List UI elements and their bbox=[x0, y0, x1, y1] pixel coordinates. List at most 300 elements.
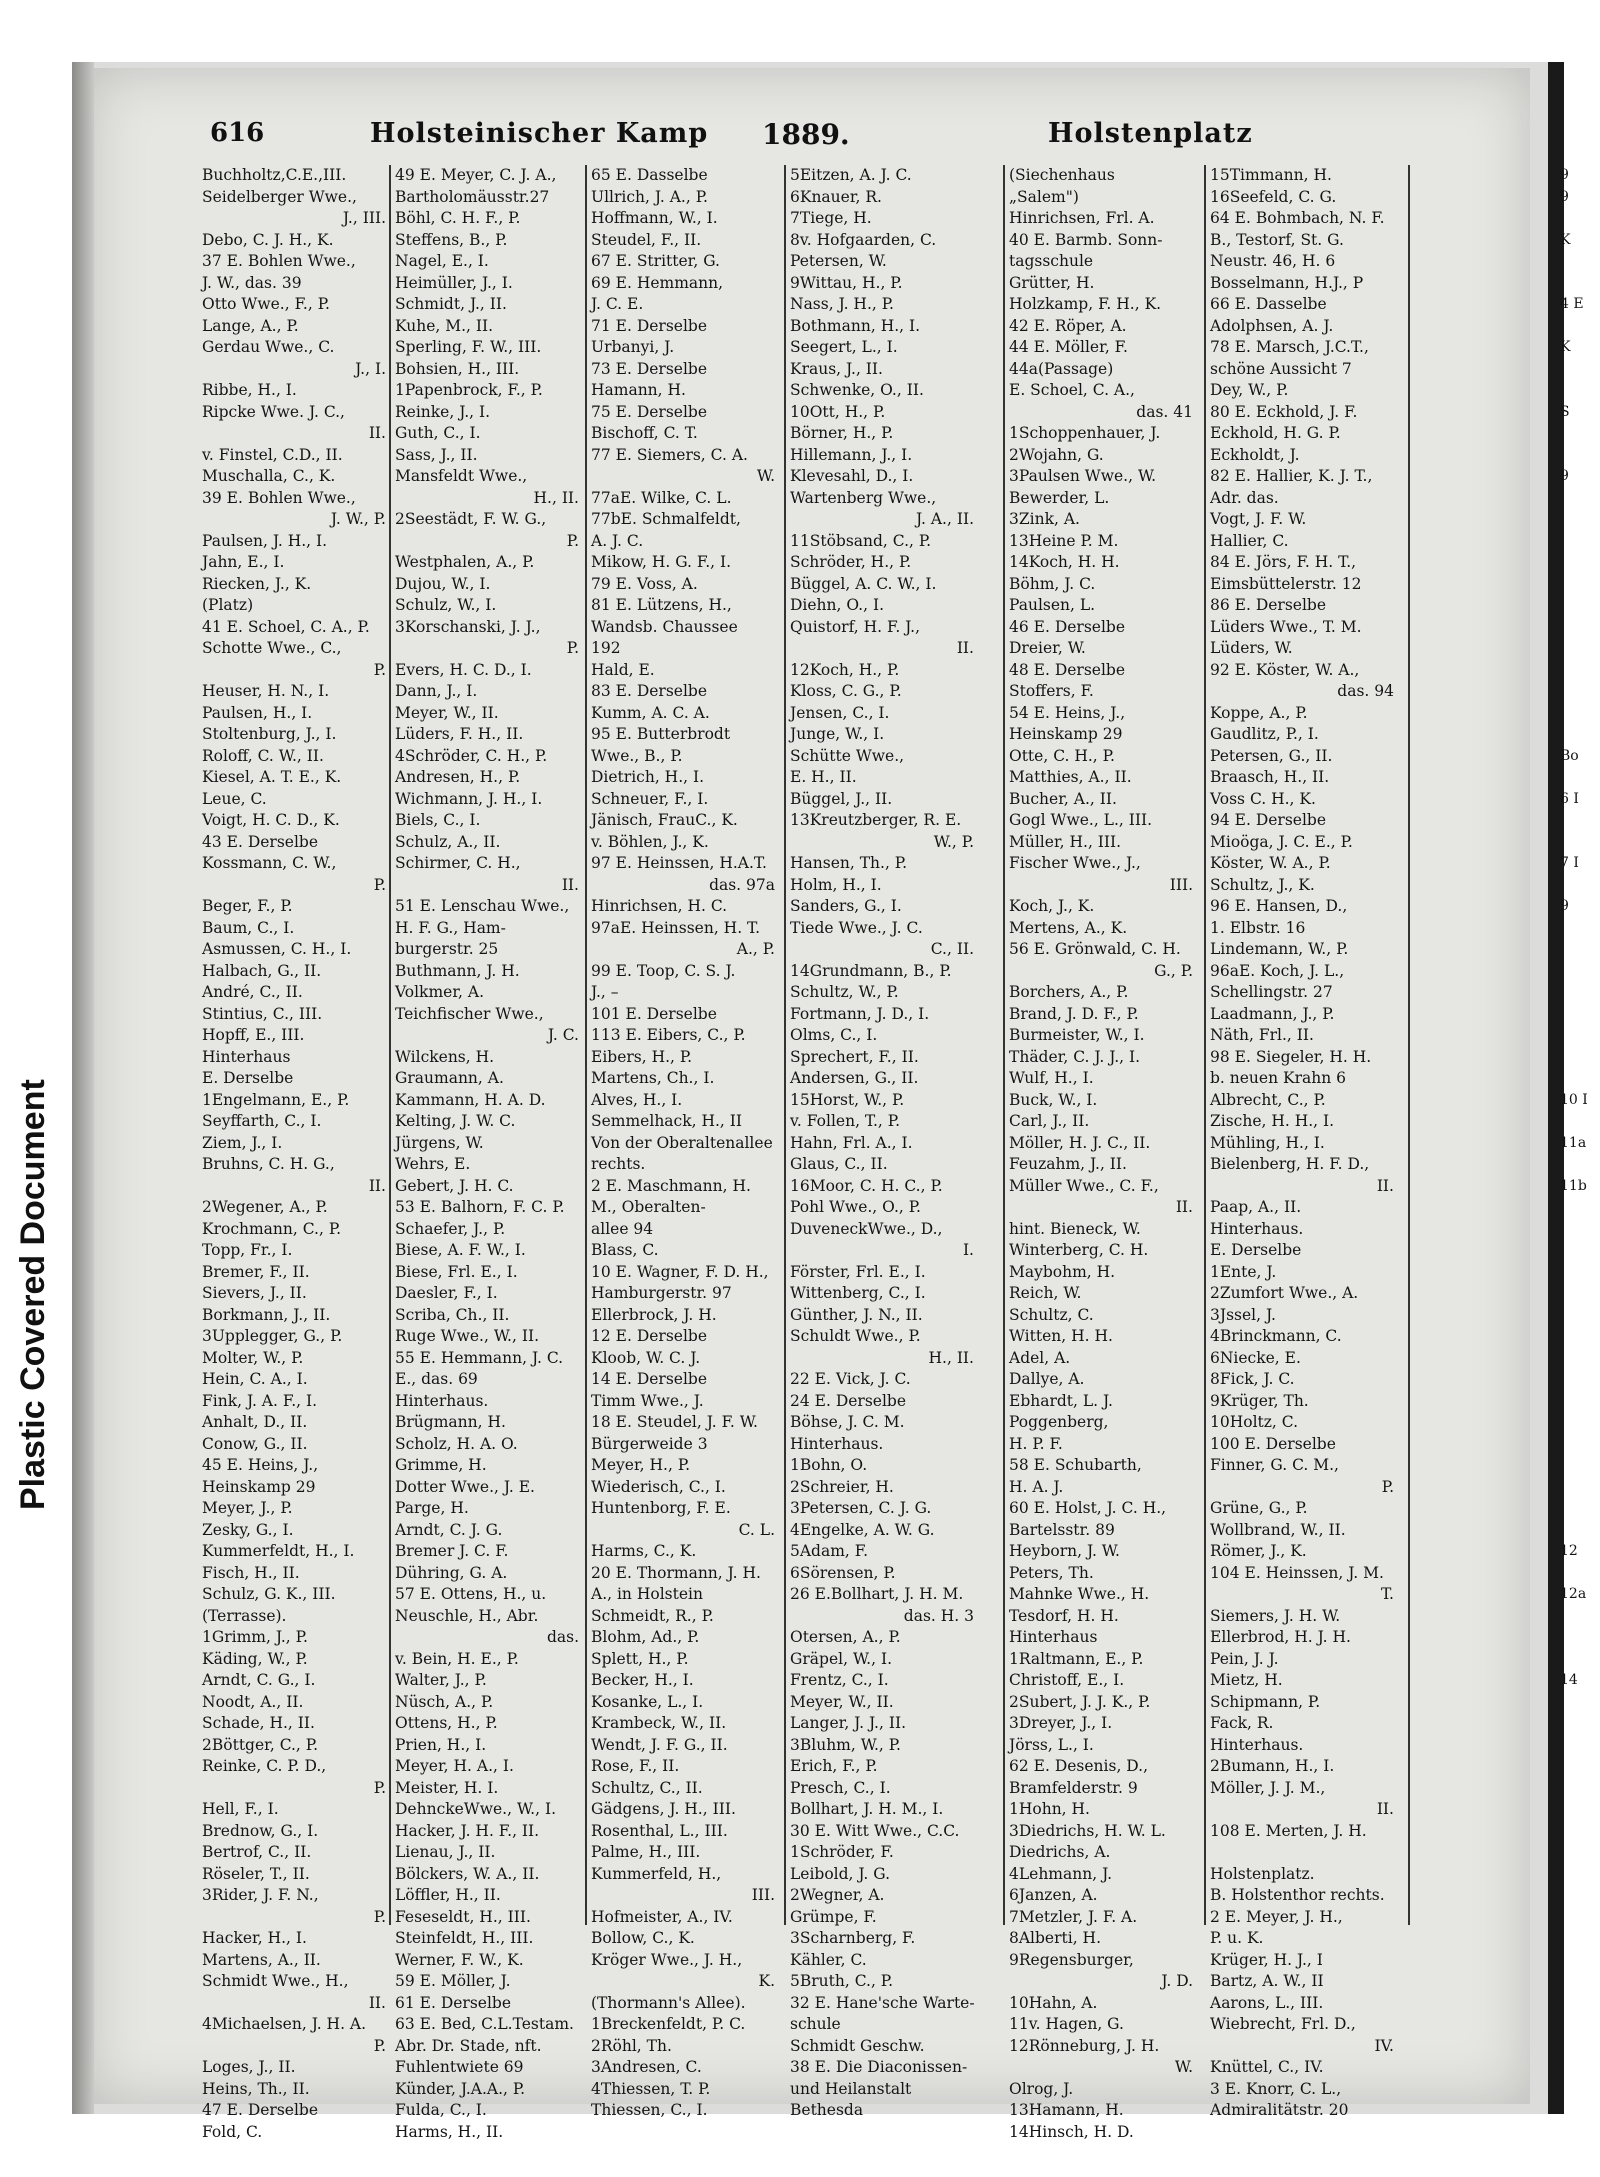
directory-entry: A. J. C. bbox=[591, 531, 644, 550]
directory-entry: André, C., II. bbox=[202, 983, 303, 1001]
directory-entry: (Platz) bbox=[202, 596, 254, 614]
directory-entry: 1Hohn, H. bbox=[1009, 1800, 1090, 1818]
page-binding bbox=[72, 62, 94, 2114]
directory-entry: 24 E. Derselbe bbox=[790, 1391, 907, 1410]
directory-entry: Bollhart, J. H. M., I. bbox=[790, 1800, 944, 1818]
directory-entry: P. bbox=[373, 660, 386, 679]
directory-entry: Diehn, O., I. bbox=[790, 596, 885, 614]
directory-entry: 104 E. Heinssen, J. M. bbox=[1210, 1563, 1384, 1582]
directory-entry: 2 E. Maschmann, H. bbox=[591, 1176, 751, 1195]
directory-entry: Günther, J. N., II. bbox=[790, 1305, 923, 1324]
directory-entry: Volkmer, A. bbox=[395, 983, 485, 1001]
directory-entry: 77bE. Schmalfeldt, bbox=[591, 510, 741, 528]
directory-entry: (Thormann's Allee). bbox=[591, 1993, 746, 2012]
directory-entry: Buck, W., I. bbox=[1009, 1090, 1098, 1109]
directory-entry: W., P. bbox=[933, 832, 974, 851]
directory-entry: 12 E. Derselbe bbox=[591, 1327, 708, 1345]
directory-entry: Semmelhack, H., II bbox=[591, 1112, 743, 1130]
cutoff-adjacent-page bbox=[1560, 165, 1600, 1925]
directory-entry: Holm, H., I. bbox=[790, 875, 882, 894]
directory-entry: Adel, A. bbox=[1009, 1348, 1071, 1367]
directory-entry: Hacker, J. H. F., II. bbox=[395, 1821, 540, 1840]
cutoff-text bbox=[1560, 638, 1600, 660]
cutoff-text bbox=[1560, 1477, 1600, 1499]
directory-entry: Förster, Frl. E., I. bbox=[790, 1262, 926, 1281]
directory-entry: Mietz, H. bbox=[1210, 1671, 1283, 1689]
directory-entry: P. bbox=[1381, 1477, 1394, 1496]
directory-entry: Voigt, H. C. D., K. bbox=[202, 811, 340, 829]
directory-entry: Aarons, L., III. bbox=[1210, 1993, 1324, 2012]
directory-entry: Hopff, E., III. bbox=[202, 1026, 305, 1044]
directory-entry: Hald, E. bbox=[591, 660, 655, 679]
directory-entry: 7Tiege, H. bbox=[790, 209, 872, 227]
directory-entry: tagsschule bbox=[1009, 252, 1094, 270]
directory-entry: Dotter Wwe., J. E. bbox=[395, 1477, 535, 1496]
directory-entry: 2 E. Meyer, J. H., bbox=[1210, 1907, 1343, 1926]
directory-entry: J. A., II. bbox=[915, 510, 974, 528]
directory-entry: Huntenborg, F. E. bbox=[591, 1499, 731, 1517]
directory-entry: Westphalen, A., P. bbox=[395, 553, 535, 571]
cutoff-text bbox=[1560, 681, 1600, 703]
directory-entry: 7Metzler, J. F. A. bbox=[1009, 1907, 1138, 1926]
cutoff-text bbox=[1560, 1369, 1600, 1391]
cutoff-text bbox=[1560, 273, 1600, 295]
directory-entry: Heuser, H. N., I. bbox=[202, 682, 330, 700]
cutoff-text bbox=[1560, 1068, 1600, 1090]
directory-entry: Bosselmann, H.J., P bbox=[1210, 273, 1364, 292]
directory-entry: 2Wojahn, G. bbox=[1009, 445, 1104, 464]
directory-entry: Schultz, C., II. bbox=[591, 1778, 703, 1797]
directory-entry: Kröger Wwe., J. H., bbox=[591, 1950, 743, 1969]
directory-entry: 1Schoppenhauer, J. bbox=[1009, 424, 1161, 442]
directory-entry: 3Rider, J. F. N., bbox=[202, 1886, 319, 1904]
cutoff-text bbox=[1560, 1563, 1600, 1585]
directory-entry: 40 E. Barmb. Sonn- bbox=[1009, 230, 1163, 249]
directory-entry: Künder, J.A.A., P. bbox=[395, 2079, 526, 2098]
directory-entry: Pohl Wwe., O., P. bbox=[790, 1198, 921, 1216]
directory-entry: II. bbox=[956, 639, 974, 657]
directory-entry: DehnckeWwe., W., I. bbox=[395, 1800, 557, 1818]
directory-entry: das. bbox=[546, 1628, 579, 1646]
directory-entry: Lange, A., P. bbox=[202, 316, 299, 335]
side-label: Plastic Covered Document bbox=[14, 1079, 52, 1510]
directory-entry: IV. bbox=[1374, 2036, 1394, 2055]
directory-entry: Hinrichsen, H. C. bbox=[591, 897, 728, 915]
directory-entry: Böhm, J. C. bbox=[1009, 574, 1096, 593]
directory-entry: A., P. bbox=[736, 940, 775, 958]
directory-entry: P. bbox=[566, 531, 579, 550]
directory-entry: Tesdorf, H. H. bbox=[1009, 1606, 1119, 1625]
directory-entry: Müller, H., III. bbox=[1009, 832, 1122, 851]
directory-entry: Paulsen, L. bbox=[1009, 596, 1096, 614]
directory-entry: Sievers, J., II. bbox=[202, 1284, 307, 1302]
directory-entry: Lüders, F. H., II. bbox=[395, 725, 524, 743]
directory-entry: Jürgens, W. bbox=[395, 1133, 484, 1152]
directory-entry: Wartenberg Wwe., bbox=[790, 488, 937, 507]
cutoff-text bbox=[1560, 531, 1600, 553]
cutoff-text: 11b bbox=[1560, 1177, 1587, 1194]
cutoff-text bbox=[1560, 595, 1600, 617]
directory-entry: 2Schreier, H. bbox=[790, 1477, 894, 1496]
directory-entry: Muschalla, C., K. bbox=[202, 467, 336, 485]
directory-entry: das. 41 bbox=[1136, 402, 1193, 421]
directory-entry: H. A. J. bbox=[1009, 1477, 1064, 1496]
directory-entry: Schultz, J., K. bbox=[1210, 875, 1315, 894]
cutoff-text bbox=[1560, 251, 1600, 273]
directory-entry: 77 E. Siemers, C. A. bbox=[591, 445, 748, 464]
directory-entry: Dann, J., I. bbox=[395, 682, 478, 700]
directory-entry: Schmidt Wwe., H., bbox=[202, 1972, 349, 1990]
directory-entry: Wichmann, J. H., I. bbox=[395, 789, 543, 808]
directory-entry: 57 E. Ottens, H., u. bbox=[395, 1585, 547, 1603]
directory-entry: Urbanyi, J. bbox=[591, 338, 675, 356]
directory-entry: III. bbox=[1169, 875, 1193, 894]
directory-entry: 15Horst, W., P. bbox=[790, 1090, 905, 1109]
directory-entry: Reinke, C. P. D., bbox=[202, 1757, 327, 1775]
directory-entry: Parge, H. bbox=[395, 1499, 469, 1517]
directory-entry: H. P. F. bbox=[1009, 1434, 1063, 1453]
directory-column-4 bbox=[790, 165, 975, 2119]
directory-entry: Bartholomäusstr.27 bbox=[395, 187, 550, 206]
directory-entry: Lüders Wwe., T. M. bbox=[1210, 617, 1362, 636]
cutoff-text bbox=[1560, 1219, 1600, 1241]
directory-entry: 5Eitzen, A. J. C. bbox=[790, 166, 912, 184]
directory-column-2 bbox=[395, 165, 579, 2141]
directory-entry: I. bbox=[962, 1241, 974, 1259]
directory-entry: (Siechenhaus bbox=[1009, 166, 1115, 184]
cutoff-text bbox=[1560, 810, 1600, 832]
directory-entry: 30 E. Witt Wwe., C.C. bbox=[790, 1821, 960, 1840]
directory-entry: 67 E. Stritter, G. bbox=[591, 252, 720, 270]
directory-entry: Bothmann, H., I. bbox=[790, 316, 921, 335]
directory-entry: 1. Elbstr. 16 bbox=[1210, 918, 1306, 937]
directory-entry: 6Knauer, R. bbox=[790, 187, 882, 206]
directory-entry: Fischer Wwe., J., bbox=[1009, 854, 1141, 872]
directory-entry: 101 E. Derselbe bbox=[591, 1004, 717, 1023]
directory-entry: Martens, A., II. bbox=[202, 1950, 321, 1969]
directory-entry: Klevesahl, D., I. bbox=[790, 467, 914, 485]
cutoff-text: K bbox=[1560, 231, 1571, 248]
directory-entry: Otersen, A., P. bbox=[790, 1628, 901, 1646]
directory-entry: 3Scharnberg, F. bbox=[790, 1929, 916, 1947]
cutoff-text bbox=[1560, 574, 1600, 596]
directory-entry: Löffler, H., II. bbox=[395, 1886, 501, 1904]
directory-entry: Kummerfeldt, H., I. bbox=[202, 1542, 355, 1560]
directory-entry: Schmidt, J., II. bbox=[395, 295, 507, 313]
directory-entry: Seidelberger Wwe., bbox=[202, 187, 357, 206]
directory-entry: W. bbox=[1174, 2058, 1193, 2076]
directory-entry: 3Paulsen Wwe., W. bbox=[1009, 467, 1157, 485]
directory-entry: Heimüller, J., I. bbox=[395, 273, 513, 292]
directory-entry: Fisch, H., II. bbox=[202, 1563, 300, 1582]
directory-entry: E. Derselbe bbox=[1210, 1241, 1302, 1259]
directory-entry: 73 E. Derselbe bbox=[591, 359, 708, 378]
directory-entry: v. Follen, T., P. bbox=[790, 1112, 900, 1130]
directory-entry: 3Dreyer, J., I. bbox=[1009, 1714, 1113, 1732]
directory-entry: Bertrof, C., II. bbox=[202, 1843, 312, 1861]
directory-entry: Seegert, L., I. bbox=[790, 338, 898, 356]
directory-entry: burgerstr. 25 bbox=[395, 940, 499, 958]
directory-entry: 94 E. Derselbe bbox=[1210, 811, 1327, 829]
directory-entry: Roloff, C. W., II. bbox=[202, 746, 324, 765]
directory-entry: 92 E. Köster, W. A., bbox=[1210, 660, 1360, 679]
directory-entry: Ebhardt, L. J. bbox=[1009, 1391, 1113, 1410]
directory-entry: Voss C. H., K. bbox=[1210, 789, 1316, 808]
directory-entry: Mertens, A., K. bbox=[1009, 918, 1128, 937]
directory-entry: Borchers, A., P. bbox=[1009, 983, 1129, 1001]
directory-entry: b. neuen Krahn 6 bbox=[1210, 1069, 1346, 1087]
directory-entry: 3Zink, A. bbox=[1009, 510, 1080, 528]
directory-entry: Hoffmann, W., I. bbox=[591, 209, 718, 227]
directory-entry: Heinskamp 29 bbox=[1009, 725, 1123, 743]
directory-entry: Ripcke Wwe. J. C., bbox=[202, 402, 345, 421]
directory-entry: Bruhns, C. H. G., bbox=[202, 1155, 335, 1173]
directory-entry: Zesky, G., I. bbox=[202, 1520, 294, 1539]
directory-entry: Kossmann, C. W., bbox=[202, 854, 337, 872]
cutoff-text bbox=[1560, 1111, 1600, 1133]
directory-entry: Kammann, H. A. D. bbox=[395, 1090, 546, 1109]
directory-entry: Dietrich, H., I. bbox=[591, 768, 705, 786]
directory-entry: Hinterhaus. bbox=[1210, 1735, 1304, 1754]
directory-entry: P. bbox=[373, 1907, 386, 1926]
directory-entry: Finner, G. C. M., bbox=[1210, 1456, 1339, 1474]
directory-entry: Lienau, J., II. bbox=[395, 1843, 496, 1861]
column-divider bbox=[784, 165, 786, 1925]
directory-entry: 41 E. Schoel, C. A., P. bbox=[202, 617, 370, 636]
directory-entry: Admiralitätstr. 20 bbox=[1210, 2101, 1349, 2119]
directory-entry: Buthmann, J. H. bbox=[395, 961, 520, 980]
directory-entry: Koppe, A., P. bbox=[1210, 703, 1308, 722]
directory-entry: 51 E. Lenschau Wwe., bbox=[395, 897, 570, 915]
directory-entry: Schulz, A., II. bbox=[395, 832, 501, 851]
directory-entry: das. 94 bbox=[1337, 682, 1394, 700]
directory-entry: W. bbox=[756, 467, 775, 485]
directory-entry: Graumann, A. bbox=[395, 1069, 504, 1087]
directory-entry: Röseler, T., II. bbox=[202, 1864, 310, 1883]
directory-entry: Wittenberg, C., I. bbox=[790, 1284, 926, 1302]
directory-entry: Möller, J. J. M., bbox=[1210, 1778, 1326, 1797]
cutoff-text bbox=[1560, 1197, 1600, 1219]
directory-entry: 75 E. Derselbe bbox=[591, 402, 708, 421]
directory-entry: 99 E. Toop, C. S. J. bbox=[591, 961, 736, 980]
cutoff-text bbox=[1560, 1649, 1600, 1671]
cutoff-text: 9 bbox=[1560, 898, 1569, 914]
cutoff-text bbox=[1560, 617, 1600, 639]
directory-entry: Hinterhaus bbox=[202, 1047, 291, 1066]
directory-entry: Schultz, W., P. bbox=[790, 983, 899, 1001]
directory-entry: 9Wittau, H., P. bbox=[790, 273, 903, 292]
directory-entry: Evers, H. C. D., I. bbox=[395, 660, 532, 679]
directory-entry: 44a(Passage) bbox=[1009, 359, 1114, 378]
directory-entry: J. C. E. bbox=[591, 295, 644, 313]
directory-entry: 71 E. Derselbe bbox=[591, 316, 708, 335]
directory-entry: Biels, C., I. bbox=[395, 811, 481, 829]
directory-entry: 1Breckenfeldt, P. C. bbox=[591, 2015, 746, 2033]
directory-entry: Molter, W., P. bbox=[202, 1348, 304, 1367]
directory-entry: 15Timmann, H. bbox=[1210, 166, 1332, 184]
directory-entry: Arndt, C. J. G. bbox=[395, 1520, 503, 1539]
directory-entry: 16Moor, C. H. C., P. bbox=[790, 1176, 943, 1195]
directory-entry: Mikow, H. G. F., I. bbox=[591, 553, 732, 571]
directory-entry: Schwenke, O., II. bbox=[790, 381, 924, 399]
directory-entry: 44 E. Möller, F. bbox=[1009, 338, 1128, 356]
cutoff-text bbox=[1560, 832, 1600, 854]
directory-entry: 18 E. Steudel, J. F. W. bbox=[591, 1413, 758, 1431]
directory-entry: Brügmann, H. bbox=[395, 1413, 506, 1431]
directory-entry: 37 E. Bohlen Wwe., bbox=[202, 252, 356, 270]
directory-entry: Buchholtz,C.E.,III. bbox=[202, 166, 347, 184]
directory-entry: 6Niecke, E. bbox=[1210, 1348, 1301, 1367]
directory-entry: P. u. K. bbox=[1210, 1929, 1264, 1947]
directory-entry: 55 E. Hemmann, J. C. bbox=[395, 1348, 564, 1367]
directory-entry: Sass, J., II. bbox=[395, 445, 478, 464]
directory-entry: II. bbox=[561, 875, 579, 894]
directory-entry: Wehrs, E. bbox=[395, 1155, 471, 1173]
cutoff-text bbox=[1560, 552, 1600, 574]
directory-entry: 3Korschanski, J. J., bbox=[395, 617, 541, 636]
directory-entry: J. C. bbox=[547, 1026, 579, 1044]
directory-entry: 98 E. Siegeler, H. H. bbox=[1210, 1047, 1372, 1066]
cutoff-text bbox=[1560, 316, 1600, 338]
directory-entry: Petersen, W. bbox=[790, 252, 887, 270]
directory-entry: 13Hamann, H. bbox=[1009, 2101, 1124, 2119]
cutoff-text: 6 I bbox=[1560, 790, 1579, 807]
directory-entry: J., I. bbox=[355, 359, 386, 378]
directory-entry: und Heilanstalt bbox=[790, 2079, 912, 2098]
directory-entry: Ruge Wwe., W., II. bbox=[395, 1327, 540, 1345]
directory-entry: 3Diedrichs, H. W. L. bbox=[1009, 1821, 1166, 1840]
directory-entry: Von der Oberaltenallee bbox=[591, 1133, 773, 1152]
cutoff-text bbox=[1560, 918, 1600, 940]
directory-entry: Langer, J. J., II. bbox=[790, 1714, 907, 1732]
directory-entry: Meyer, J., P. bbox=[202, 1499, 293, 1517]
directory-entry: Schuldt Wwe., P. bbox=[790, 1327, 921, 1345]
directory-entry: 5Bruth, C., P. bbox=[790, 1972, 894, 1990]
directory-entry: Wandsb. Chaussee bbox=[591, 617, 738, 636]
directory-entry: Poggenberg, bbox=[1009, 1413, 1109, 1431]
directory-entry: 45 E. Heins, J., bbox=[202, 1456, 319, 1474]
cutoff-text bbox=[1560, 1434, 1600, 1456]
directory-entry: 46 E. Derselbe bbox=[1009, 617, 1126, 636]
cutoff-text bbox=[1560, 1004, 1600, 1026]
cutoff-text: 12 bbox=[1560, 1543, 1578, 1559]
directory-entry: Schmidt Geschw. bbox=[790, 2036, 925, 2055]
directory-entry: Hamburgerstr. 97 bbox=[591, 1284, 732, 1302]
directory-entry: Köster, W. A., P. bbox=[1210, 854, 1331, 872]
directory-entry: 10Hahn, A. bbox=[1009, 1993, 1098, 2012]
cutoff-text bbox=[1560, 1025, 1600, 1047]
cutoff-text bbox=[1560, 982, 1600, 1004]
directory-entry: J., III. bbox=[342, 209, 386, 227]
directory-entry: Glaus, C., II. bbox=[790, 1155, 888, 1173]
directory-entry: Hofmeister, A., IV. bbox=[591, 1907, 733, 1926]
directory-entry: Eckholdt, J. bbox=[1210, 445, 1300, 464]
directory-entry: 63 E. Bed, C.L.Testam. bbox=[395, 2015, 574, 2033]
directory-entry: 97 E. Heinssen, H.A.T. bbox=[591, 854, 767, 872]
directory-entry: Nass, J. H., P. bbox=[790, 295, 894, 313]
directory-entry: Börner, H., P. bbox=[790, 424, 894, 442]
directory-entry: Schultz, C. bbox=[1009, 1305, 1094, 1324]
directory-entry: 66 E. Dasselbe bbox=[1210, 295, 1327, 313]
directory-entry: 13Kreutzberger, R. E. bbox=[790, 811, 962, 829]
directory-entry: 4Brinckmann, C. bbox=[1210, 1327, 1342, 1345]
directory-entry: Blohm, Ad., P. bbox=[591, 1628, 700, 1646]
directory-entry: Brand, J. D. F., P. bbox=[1009, 1004, 1139, 1023]
year: 1889. bbox=[762, 118, 850, 151]
column-divider bbox=[1408, 165, 1410, 1925]
directory-entry: 4Engelke, A. W. G. bbox=[790, 1520, 935, 1539]
directory-column-5 bbox=[1009, 165, 1193, 2141]
directory-entry: 42 E. Röper, A. bbox=[1009, 316, 1127, 335]
directory-entry: 59 E. Möller, J. bbox=[395, 1972, 511, 1990]
directory-entry: Baum, C., I. bbox=[202, 918, 295, 937]
directory-entry: Bethesda bbox=[790, 2101, 864, 2119]
directory-entry: Blass, C. bbox=[591, 1241, 659, 1259]
directory-entry: Kumm, A. C. A. bbox=[591, 703, 710, 722]
directory-entry: K. bbox=[758, 1972, 775, 1990]
directory-entry: Schütte Wwe., bbox=[790, 746, 905, 765]
directory-entry: Rosenthal, L., III. bbox=[591, 1821, 728, 1840]
directory-entry: Steffens, B., P. bbox=[395, 230, 508, 249]
directory-entry: Hallier, C. bbox=[1210, 531, 1289, 550]
directory-entry: J. W., das. 39 bbox=[202, 273, 302, 292]
directory-entry: Dallye, A. bbox=[1009, 1370, 1085, 1388]
directory-entry: 62 E. Desenis, D., bbox=[1009, 1757, 1149, 1775]
directory-entry: Möller, H. J. C., II. bbox=[1009, 1133, 1151, 1152]
cutoff-text bbox=[1560, 1391, 1600, 1413]
page-header bbox=[210, 118, 1410, 158]
directory-entry: Hinterhaus. bbox=[790, 1434, 884, 1453]
directory-entry: Martens, Ch., I. bbox=[591, 1069, 715, 1087]
directory-entry: Harms, C., K. bbox=[591, 1542, 697, 1560]
directory-entry: Borkmann, J., II. bbox=[202, 1305, 331, 1324]
directory-entry: A., in Holstein bbox=[591, 1585, 703, 1603]
directory-entry: Schröder, H., P. bbox=[790, 553, 912, 571]
directory-entry: 1Engelmann, E., P. bbox=[202, 1090, 350, 1109]
directory-entry: 84 E. Jörs, F. H. T., bbox=[1210, 553, 1357, 571]
directory-entry: Heyborn, J. W. bbox=[1009, 1542, 1120, 1560]
directory-entry: Kloss, C. G., P. bbox=[790, 682, 902, 700]
directory-entry: Pein, J. J. bbox=[1210, 1649, 1279, 1668]
cutoff-text bbox=[1560, 939, 1600, 961]
directory-entry: Schulz, G. K., III. bbox=[202, 1585, 336, 1603]
directory-entry: 1Raltmann, E., P. bbox=[1009, 1649, 1144, 1668]
directory-entry: Peters, Th. bbox=[1009, 1563, 1094, 1582]
directory-entry: Andersen, G., II. bbox=[790, 1069, 919, 1087]
directory-entry: II. bbox=[368, 424, 386, 442]
cutoff-text bbox=[1560, 961, 1600, 983]
directory-entry: Winterberg, C. H. bbox=[1009, 1241, 1149, 1259]
directory-entry: Teichfischer Wwe., bbox=[395, 1004, 544, 1023]
directory-entry: Schipmann, P. bbox=[1210, 1692, 1321, 1711]
directory-entry: 86 E. Derselbe bbox=[1210, 596, 1327, 614]
cutoff-text bbox=[1560, 1283, 1600, 1305]
directory-entry: Holzkamp, F. H., K. bbox=[1009, 295, 1162, 313]
directory-entry: Büggel, A. C. W., I. bbox=[790, 574, 937, 593]
directory-entry: Schaefer, J., P. bbox=[395, 1219, 506, 1238]
directory-entry: Hinterhaus bbox=[1009, 1628, 1098, 1646]
cutoff-text: 4 E bbox=[1560, 296, 1584, 312]
directory-entry: Jahn, E., I. bbox=[202, 553, 285, 571]
directory-entry: 81 E. Lützens, H., bbox=[591, 596, 732, 614]
directory-entry: E., das. 69 bbox=[395, 1370, 478, 1388]
directory-entry: Gebert, J. H. C. bbox=[395, 1176, 514, 1195]
directory-entry: Stoltenburg, J., I. bbox=[202, 725, 337, 743]
directory-entry: Kähler, C. bbox=[790, 1950, 867, 1969]
directory-entry: Bürgerweide 3 bbox=[591, 1434, 708, 1453]
directory-entry: Schneuer, F., I. bbox=[591, 789, 709, 808]
directory-entry: Maybohm, H. bbox=[1009, 1262, 1116, 1281]
